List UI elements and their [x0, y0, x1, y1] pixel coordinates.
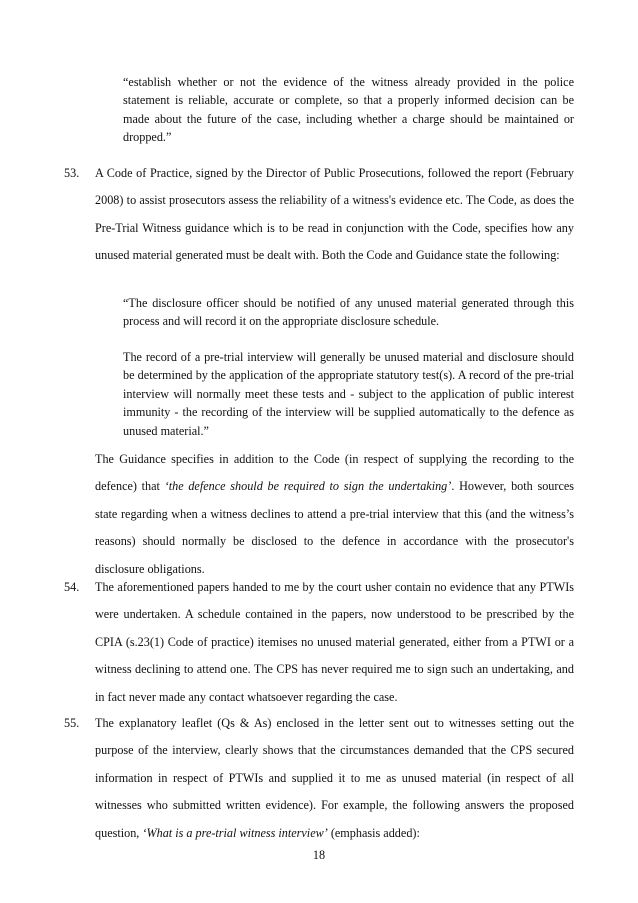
- quoted-question: ‘What is a pre-trial witness interview’: [142, 825, 328, 840]
- paragraph-text-end: (emphasis added):: [327, 825, 420, 840]
- guidance-text-start: The Guidance specifies in addition to the Code (in respect of supplying the recording to the defence) that: [95, 452, 574, 494]
- paragraph-text: The aforementioned papers handed to me by the court usher contain no evidence that any PTWIs were undertaken. A schedule contained in the papers, now understood to be prescribed by the CPIA (s.23(1) Code of practice) itemises no unused material generated, either from a PTWI or a witness declining to attend one. The CPS has never required me to sign such an undertaking, and in fact never made any contact whatsoever regarding the case.: [95, 580, 574, 704]
- quote-block-top: “establish whether or not the evidence of the witness already provided in the police statement is reliable, accurate or complete, so that a properly informed decision can be made about the future of the case, including whether a charge should be maintained or dropped.”: [123, 75, 574, 145]
- paragraph-54: [64, 574, 574, 704]
- paragraph-55: [64, 710, 574, 840]
- paragraph-53: [64, 160, 574, 300]
- guidance-text-end: . However, both sources state regarding when a witness declines to attend a pre-trial interview that this (and the witness’s reasons) should normally be disclosed to the defence in accordance with the prosecutor's disclosure obligations.: [95, 479, 575, 576]
- paragraph-text-start: The explanatory leaflet (Qs & As) enclosed in the letter sent out to witnesses setting out the purpose of the interview, clearly shows that the circumstances demanded that the CPS secured information in respect of PTWIs and supplied it to me as unused material (in respect of all witnesses who submitted written evidence). For example, the following answers the proposed question,: [95, 716, 574, 840]
- paragraph-text: A Code of Practice, signed by the Director of Public Prosecutions, followed the report (February 2008) to assist prosecutors assess the reliability of a witness's evidence etc. The Code, as does the Pre-Trial Witness guidance which is to be read in conjunction with the Code, specifies how any unused material generated must be dealt with. Both the Code and Guidance state the following:: [95, 166, 574, 263]
- paragraph-number: 53.: [64, 166, 80, 180]
- guidance-paragraph: [95, 446, 574, 583]
- quote-block-record: The record of a pre-trial interview will generally be unused material and disclosure should be determined by the application of the appropriate statutory test(s). A record of the pre-trial interview will normally meet these tests and - subject to the application of public interest immunity - the recording of the interview will be supplied automatically to the defence as unused material.”: [123, 350, 574, 438]
- quote-block-disclosure: “The disclosure officer should be notified of any unused material generated through this process and will record it on the appropriate disclosure schedule.: [123, 296, 574, 329]
- paragraph-number: 54.: [64, 580, 80, 594]
- guidance-quoted-phrase: ‘the defence should be required to sign the undertaking’: [164, 479, 452, 494]
- paragraph-text: [95, 710, 574, 847]
- page-number: 18: [312, 848, 326, 862]
- paragraph-number: 55.: [64, 716, 80, 730]
